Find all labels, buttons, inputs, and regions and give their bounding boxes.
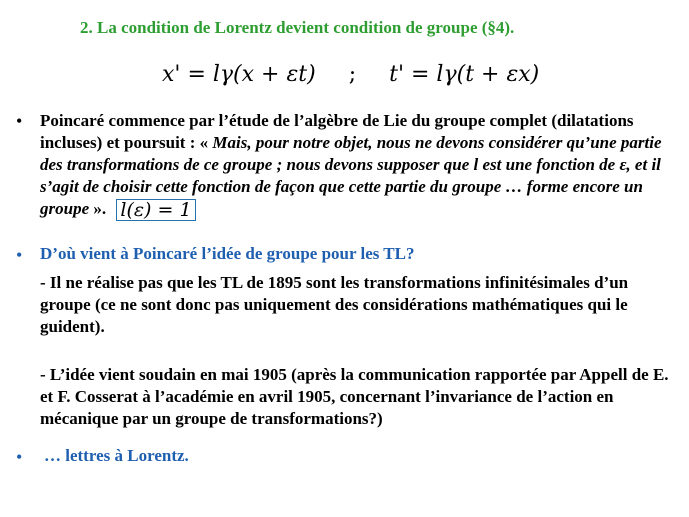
item-2-question: D’où vient à Poincaré l’idée de groupe pour les TL? xyxy=(40,244,415,263)
item-2-para-1: - Il ne réalise pas que les TL de 1895 sont les transformations infinitésimales d’un groupe (ce ne sont donc pas uniquement des considérations mathématiques qui le guident). xyxy=(40,273,629,336)
page-title: 2. La condition de Lorentz devient condition de groupe (§4). xyxy=(80,18,515,37)
item-1-end: ». xyxy=(89,199,107,218)
item-3-text: … lettres à Lorentz. xyxy=(44,446,189,465)
formula-x: x' = lγ(x + εt) xyxy=(162,62,316,87)
formula-t: t' = lγ(t + εx) xyxy=(389,62,540,87)
bullet-1: • xyxy=(16,111,23,131)
bullet-3: • xyxy=(16,447,23,467)
boxed-formula: l(ε) = 1 xyxy=(116,199,195,221)
item-2-para-2: - L’idée vient soudain en mai 1905 (après la communication rapportée par Appell de E. et F. Cosserat à l’académie en avril 1905, concernant l’invariance de l’action en mécanique par un groupe de transformations?) xyxy=(40,365,669,428)
formula-separator: ; xyxy=(348,62,357,87)
item-1-text xyxy=(40,110,676,221)
item-1-quote: Mais, pour notre objet, nous ne devons considérer qu’une partie des transformations de ce groupe ; nous devons supposer que l est une fonction de ε, et il s’agit de choisir cette fonction de façon que cette partie du groupe … forme encore un groupe xyxy=(40,133,662,218)
lorentz-formula xyxy=(162,62,539,87)
bullet-2: • xyxy=(16,245,23,265)
item-1-normal: Poincaré commence par l’étude de l’algèbre de Lie du groupe complet (dilatations incluses) et poursuit : « xyxy=(40,111,634,152)
